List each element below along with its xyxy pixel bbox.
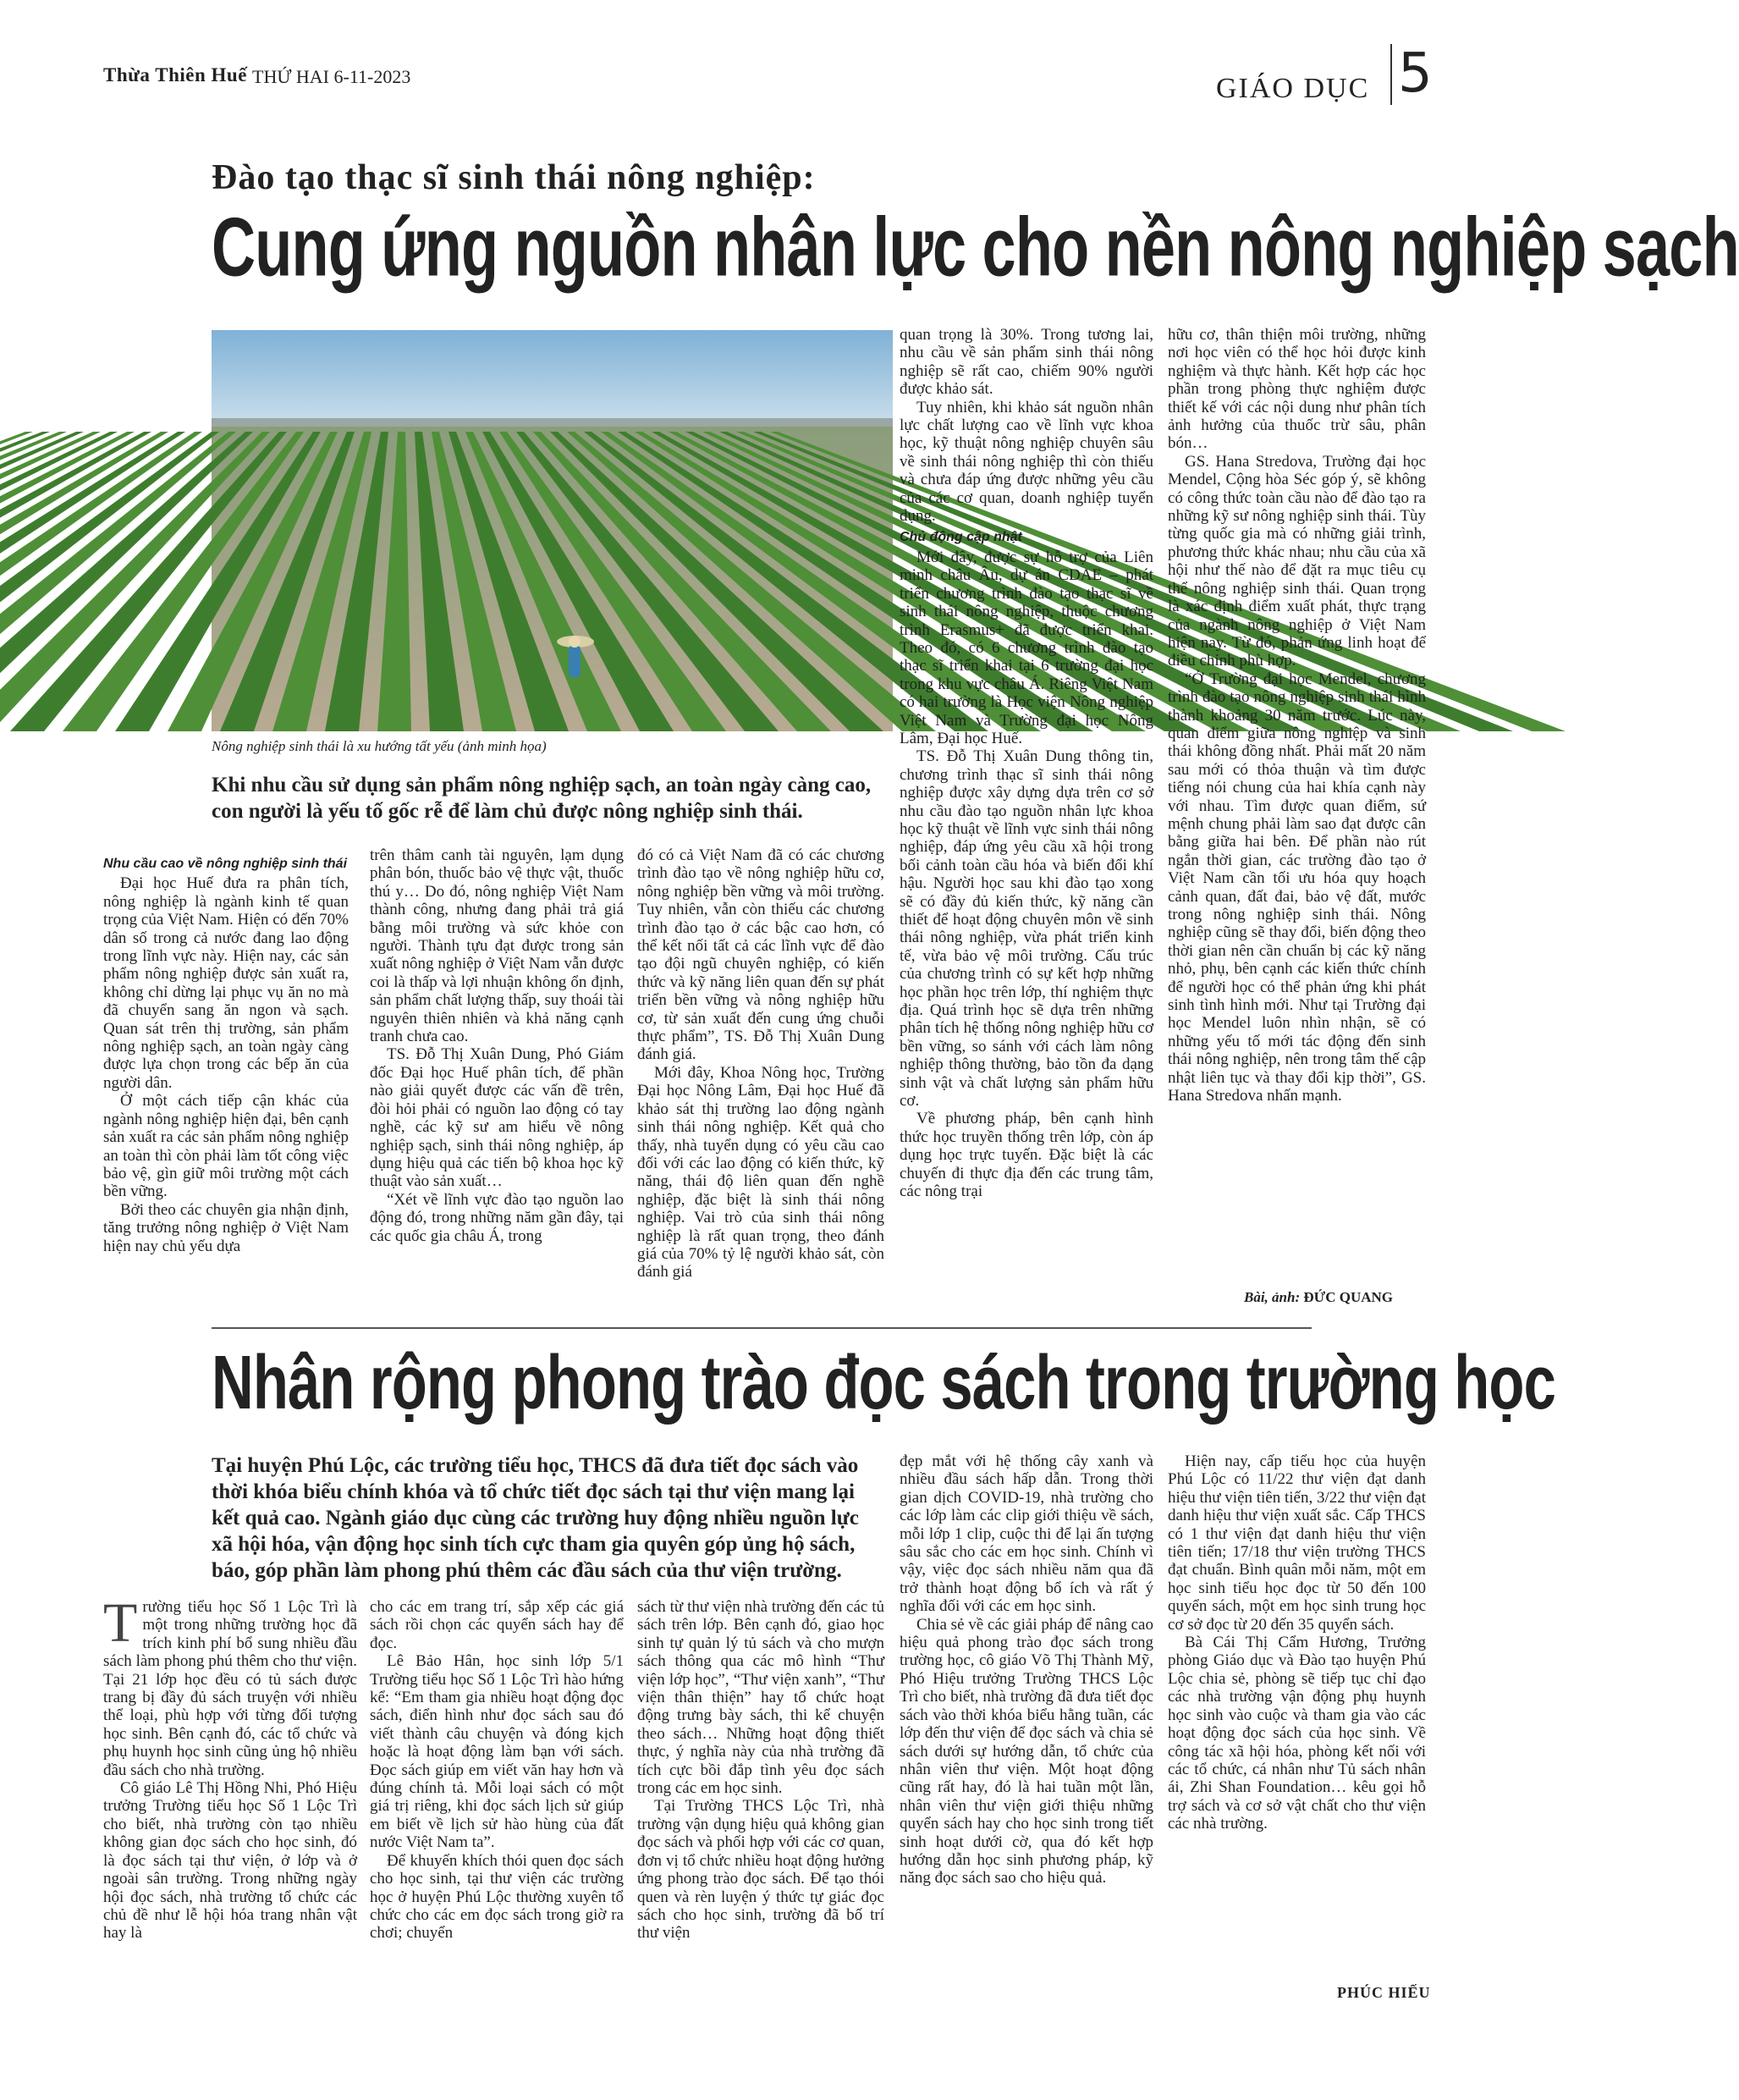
paragraph: “Xét về lĩnh vực đào tạo nguồn lao động đó, trong những năm gần đây, tại các quốc gia châu Á, trong <box>370 1190 624 1245</box>
section-divider <box>1390 44 1392 105</box>
paragraph: Mới đây, Khoa Nông học, Trường Đại học Nông Lâm, Đại học Huế đã khảo sát thị trường lao động ngành sinh thái nông nghiệp. Kết quả cho thấy, nhà tuyển dụng có yêu cầu cao đối với các lao động có kiến thức, kỹ năng, thái độ liên quan đến nghề nghiệp, đặc biệt là sinh thái nông nghiệp. Vai trò của sinh thái nông nghiệp là rất quan trọng, theo đánh giá của 70% tỷ lệ người khảo sát, còn đánh giá <box>637 1063 884 1281</box>
paragraph: Trường tiểu học Số 1 Lộc Trì là một trong những trường học đã trích kinh phí bổ sung nhiều đầu sách làm phong phú thêm cho thư viện. Tại 21 lớp học đều có tủ sách được trang bị đầy đủ sách truyện với nhiều thể loại, phù hợp với từng đối tượng học sinh. Bên cạnh đó, các tổ chức và phụ huynh học sinh cũng ủng hộ nhiều đầu sách cho nhà trường. <box>103 1592 357 1779</box>
paragraph: Ở một cách tiếp cận khác của ngành nông nghiệp hiện đại, bên cạnh sản xuất ra các sản phẩm nông nghiệp an toàn thì còn phải làm tốt công việc bảo vệ, gìn giữ môi trường một cách bền vững. <box>103 1092 349 1201</box>
article2-column-3 <box>637 1598 884 2004</box>
paragraph: sách từ thư viện nhà trường đến các tủ sách trên lớp. Bên cạnh đó, giao học sinh tự quản lý tủ sách và cho mượn sách thông qua các mô hình “Thư viện lớp học”, “Thư viện xanh”, “Thư viện thân thiện” hay tổ chức hoạt động trưng bày sách, thi kể chuyện theo sách… Những hoạt động thiết thực, ý nghĩa này của nhà trường đã tích cực bồi đắp tình yêu đọc sách trong các em học sinh. <box>637 1598 884 1798</box>
paragraph: Tại Trường THCS Lộc Trì, nhà trường vận dụng hiệu quả không gian đọc sách và phối hợp với các cơ quan, đơn vị tổ chức nhiều hoạt động hưởng ứng phong trào đọc sách. Để tạo thói quen và rèn luyện ý thức tự giác đọc sách cho học sinh, trường đã bố trí thư viện <box>637 1797 884 1943</box>
paragraph: Cô giáo Lê Thị Hồng Nhi, Phó Hiệu trưởng Trường tiểu học Số 1 Lộc Trì cho biết, nhà trường còn tạo nhiều không gian đọc sách cho học sinh, đó là đọc sách tại thư viện, ở lớp và ở ngoài sân trường. Trong những ngày hội đọc sách, nhà trường tổ chức các chủ đề như lễ hội hóa trang nhân vật hay là <box>103 1779 357 1943</box>
paragraph: đẹp mắt với hệ thống cây xanh và nhiều đầu sách hấp dẫn. Trong thời gian dịch COVID-19, nhà trường cho các lớp làm các clip giới thiệu về sách, mỗi lớp 1 clip, cuộc thi để lại ấn tượng sâu sắc cho các em học sinh. Chính vì vậy, việc đọc sách nhiều năm qua đã trở thành hoạt động bổ ích và rất ý nghĩa đối với các em học sinh. <box>900 1452 1153 1616</box>
paragraph: đó có cả Việt Nam đã có các chương trình đào tạo về nông nghiệp hữu cơ, nông nghiệp bền vững và môi trường. Tuy nhiên, vẫn còn thiếu các chương trình đào tạo ở các bậc cao hơn, có thể kết nối tất cả các lĩnh vực để đào tạo đội ngũ chuyên nghiệp, có kiến thức và kỹ năng liên quan đến sự phát triển bền vững và nông nghiệp hữu cơ, từ sản xuất đến cung ứng chuỗi thực phẩm”, TS. Đỗ Thị Xuân Dung đánh giá. <box>637 846 884 1064</box>
article1-column-3 <box>637 846 884 1317</box>
paragraph: Đại học Huế đưa ra phân tích, nông nghiệp là ngành kinh tế quan trọng của Việt Nam. Hiện có đến 70% dân số trong cả nước đang lao động trong lĩnh vực này. Hiện nay, các sản phẩm nông nghiệp được sản xuất ra, không chỉ dừng lại phục vụ ăn no mà đã chuyển sang ăn ngon và sạch. Quan sát trên thị trường, sản phẩm nông nghiệp sạch, an toàn ngày càng được lựa chọn trong các bếp ăn của người dân. <box>103 874 349 1092</box>
article1-photo <box>212 330 893 731</box>
paragraph: TS. Đỗ Thị Xuân Dung thông tin, chương trình thạc sĩ sinh thái nông nghiệp được xây dựng dựa trên cơ sở nhu cầu đào tạo nguồn nhân lực khoa học kỹ thuật về lĩnh vực sinh thái nông nghiệp, đáp ứng yêu cầu xã hội trong bối cảnh toàn cầu hóa và biến đổi khí hậu. Người học sau khi đào tạo xong sẽ có đầy đủ kiến thức, kỹ năng cần thiết để hoạt động chuyên môn về sinh thái nông nghiệp, vừa phát triển kinh tế, vừa bảo vệ môi trường. Cấu trúc của chương trình có sự kết hợp những học phần học trên lớp, thí nghiệm thực địa. Quá trình học sẽ dựa trên những phân tích hệ thống nông nghiệp hữu cơ bền vững, so sánh với cách làm nông nghiệp thông thường, bảo tồn đa dạng sinh vật và chất lượng sản phẩm hữu cơ. <box>900 747 1153 1111</box>
farm-field-image <box>212 330 893 731</box>
article2-column-2 <box>370 1598 624 2004</box>
paragraph: trên thâm canh tài nguyên, lạm dụng phân bón, thuốc bảo vệ thực vật, thuốc thú y… Do đó, nông nghiệp Việt Nam thành công, nhưng đang phải trả giá bằng môi trường và sức khỏe con người. Thành tựu đạt được trong sản xuất nông nghiệp ở Việt Nam vẫn được coi là thấp và lợi nhuận không ổn định, sản phẩm chất lượng thấp, suy thoái tài nguyên thiên nhiên và khả năng cạnh tranh chưa cao. <box>370 846 624 1046</box>
article2-column-4 <box>900 1452 1153 2004</box>
article1-kicker: Đào tạo thạc sĩ sinh thái nông nghiệp: <box>212 158 816 197</box>
article2-byline: PHÚC HIẾU <box>1337 1984 1431 2001</box>
article2-headline: Nhân rộng phong trào đọc sách trong trường học <box>212 1340 1555 1425</box>
paragraph: Để khuyến khích thói quen đọc sách cho học sinh, tại thư viện các trường học ở huyện Phú Lộc thường xuyên tổ chức cho các em đọc sách trong giờ ra chơi; chuyển <box>370 1851 624 1943</box>
article1-headline: Cung ứng nguồn nhân lực cho nền nông nghiệp sạch <box>212 200 1739 294</box>
paragraph: Mới đây, được sự hỗ trợ của Liên minh châu Âu, dự án CDAE – phát triển chương trình đào tạo thạc sĩ về sinh thái nông nghiệp, thuộc chương trình Erasmus+ đã được triển khai. Theo đó, có 6 chương trình đào tạo thạc sĩ triển khai tại 6 trường đại học trong khu vực châu Á. Riêng Việt Nam có hai trường là Học viện Nông nghiệp Việt Nam và Trường đại học Nông Lâm, Đại học Huế. <box>900 548 1153 747</box>
paragraph: Bà Cái Thị Cẩm Hương, Trưởng phòng Giáo dục và Đào tạo huyện Phú Lộc chia sẻ, phòng sẽ tiếp tục chỉ đạo các nhà trường vận động phụ huynh học sinh vào cuộc và tham gia vào các hoạt động đọc sách của học sinh. Về công tác xã hội hóa, phòng kết nối với các tổ chức, cá nhân như Tủ sách nhân ái, Zhi Shan Foundation… kêu gọi hỗ trợ sách và cơ sở vật chất cho thư viện các nhà trường. <box>1168 1634 1426 1833</box>
subheading: Nhu cầu cao về nông nghiệp sinh thái <box>103 857 348 871</box>
article1-column-5 <box>1168 326 1426 1291</box>
section-label: GIÁO DỤC <box>1216 73 1370 104</box>
paragraph: GS. Hana Stredova, Trường đại học Mendel, Cộng hòa Séc góp ý, sẽ không có công thức toàn cầu nào để đào tạo ra những kỹ sư nông nghiệp sinh thái. Tùy từng quốc gia mà có những giải trình, phương thức khác nhau; nhu cầu của xã hội như thế nào để đặt ra mục tiêu cụ thể nông nghiệp sinh thái. Quan trọng là xác định điểm xuất phát, thực trạng của ngành nông nghiệp ở Việt Nam hiện nay. Từ đó, phản ứng linh hoạt để điều chỉnh phù hợp. <box>1168 452 1426 670</box>
byline-author: ĐỨC QUANG <box>1303 1289 1394 1305</box>
issue-date: THỨ HAI 6-11-2023 <box>252 66 411 87</box>
article-divider <box>212 1327 1312 1329</box>
article1-column-2 <box>370 846 624 1317</box>
paragraph: Hiện nay, cấp tiểu học của huyện Phú Lộc có 11/22 thư viện đạt danh hiệu thư viện tiên tiến, 3/22 thư viện đạt danh hiệu thư viện xuất sắc. Cấp THCS có 1 thư viện đạt danh hiệu thư viện tiên tiến; 17/18 thư viện trường THCS đạt chuẩn. Bình quân mỗi năm, một em học sinh tiểu học đọc từ 50 đến 100 quyển sách, một em học sinh trung học cơ sở đọc từ 20 đến 35 quyển sách. <box>1168 1452 1427 1634</box>
article2-sapo: Tại huyện Phú Lộc, các trường tiểu học, THCS đã đưa tiết đọc sách vào thời khóa biểu chính khóa và tổ chức tiết đọc sách tại thư viện mang lại kết quả cao. Ngành giáo dục cùng các trường huy động nhiều nguồn lực xã hội hóa, vận động học sinh tích cực tham gia quyên góp ủng hộ sách, báo, góp phần làm phong phú thêm các đầu sách của thư viện trường. <box>212 1454 859 1582</box>
article1-byline <box>1244 1289 1393 1306</box>
paragraph: “Ở Trường đại học Mendel, chương trình đào tạo nông nghiệp sinh thái hình thành khoảng 30 năm trước. Lúc này, quan điểm giữa nông nghiệp và sinh thái không đồng nhất. Phải mất 20 năm sau mới có thỏa thuận và tìm được tiếng nói chung của hai khía cạnh này với nhau. Tìm được quan điểm, sứ mệnh chung phải làm sao đạt được cân bằng giữa hai bên. Để phần nào rút ngắn thời gian, các trường đào tạo ở Việt Nam cần tối ưu hóa quy hoạch cảnh quan, đất đai, bảo vệ đất, mước trong nông nghiệp sinh thái. Nông nghiệp cũng sẽ thay đổi, biến động theo thời gian nên cần chuẩn bị các kỹ năng nhỏ, phụ, bên cạnh các kiến thức chính để người học có thể phản ứng khi phát sinh tình hình mới. Như tại Trường đại học Mendel luôn nhìn nhận, sẽ có những yếu tố mới tác động đến sinh thái nông nghiệp, nên trong tâm thế cập nhật liên tục và thay đổi kịp thời”, GS. Hana Stredova nhấn mạnh. <box>1168 670 1426 1105</box>
subheading: Chủ động cập nhật <box>900 530 1022 545</box>
article1-column-4 <box>900 326 1153 1316</box>
article2-column-5 <box>1168 1452 1426 1979</box>
paragraph: Bởi theo các chuyên gia nhận định, tăng trưởng nông nghiệp ở Việt Nam hiện nay chủ yếu dựa <box>103 1200 349 1255</box>
newspaper-name: Thừa Thiên Huế <box>103 64 247 85</box>
paragraph: Tuy nhiên, khi khảo sát nguồn nhân lực chất lượng cao về lĩnh vực khoa học, kỹ thuật nông nghiệp chuyên sâu về sinh thái nông nghiệp thì còn thiếu và chưa đáp ứng được những yêu cầu của các cơ quan, doanh nghiệp tuyển dụng. <box>900 398 1153 526</box>
paragraph: TS. Đỗ Thị Xuân Dung, Phó Giám đốc Đại học Huế phân tích, để phần nào giải quyết được các vấn đề trên, đòi hỏi phải có nguồn lao động có tay nghề, các kỹ sư am hiểu về nông nghiệp sạch, sinh thái nông nghiệp, áp dụng hiệu quả các tiến bộ khoa học kỹ thuật vào sản xuất… <box>370 1045 624 1191</box>
paragraph: hữu cơ, thân thiện môi trường, những nơi học viên có thể học hỏi được kinh nghiệm và thực hành. Kết hợp các học phần trong phòng thực nghiệm được thiết kế với các nội dung như phân tích ảnh hưởng của thuốc trừ sâu, phân bón… <box>1168 326 1426 453</box>
paragraph: quan trọng là 30%. Trong tương lai, nhu cầu về sản phẩm sinh thái nông nghiệp sẽ rất cao, chiếm 90% người được khảo sát. <box>900 326 1153 399</box>
article2-column-1 <box>103 1592 357 2004</box>
paragraph: Chia sẻ về các giải pháp để nâng cao hiệu quả phong trào đọc sách trong trường học, cô giáo Võ Thị Thành Mỹ, Phó Hiệu trưởng Trường THCS Lộc Trì cho biết, nhà trường đã đưa tiết đọc sách vào thời khóa biểu hằng tuần, các lớp đến thư viện để đọc sách và chia sẻ sách dưới sự hướng dẫn, tổ chức của nhân viên thư viện. Một hoạt động cũng rất hay, đó là hai tuần một lần, nhân viên thư viện giới thiệu những quyển sách hay cho học sinh trong tiết sinh hoạt dưới cờ, qua đó kết hợp hướng dẫn học sinh phương pháp, kỹ năng đọc sách sao cho hiệu quả. <box>900 1615 1153 1888</box>
paragraph: cho các em trang trí, sắp xếp các giá sách rồi chọn các quyển sách hay để đọc. <box>370 1598 624 1652</box>
paragraph: Về phương pháp, bên cạnh hình thức học truyền thống trên lớp, còn áp dụng học trực tuyến. Đặc biệt là các chuyến đi thực địa đến các trung tâm, các nông trại <box>900 1110 1153 1201</box>
paragraph: Lê Bảo Hân, học sinh lớp 5/1 Trường tiểu học Số 1 Lộc Trì hào hứng kể: “Em tham gia nhiều hoạt động đọc sách, điển hình như đọc sách sau đó viết thành câu chuyện và đóng kịch hoặc là hoạt động làm bạn với sách. Đọc sách giúp em viết văn hay hơn và đúng chính tả. Mỗi loại sách có một giá trị riêng, khi đọc sách lịch sử giúp em biết về lịch sử hào hùng của đất nước Việt Nam ta”. <box>370 1652 624 1852</box>
photo-caption: Nông nghiệp sinh thái là xu hướng tất yếu (ảnh minh họa) <box>212 738 547 754</box>
byline-prefix: Bài, ảnh: <box>1244 1289 1304 1305</box>
page-number: 5 <box>1398 42 1433 105</box>
article1-column-1 <box>103 852 349 1317</box>
article1-sapo: Khi nhu cầu sử dụng sản phẩm nông nghiệp sạch, an toàn ngày càng cao, con người là yếu tố gốc rễ để làm chủ được nông nghiệp sinh thái. <box>212 774 872 823</box>
